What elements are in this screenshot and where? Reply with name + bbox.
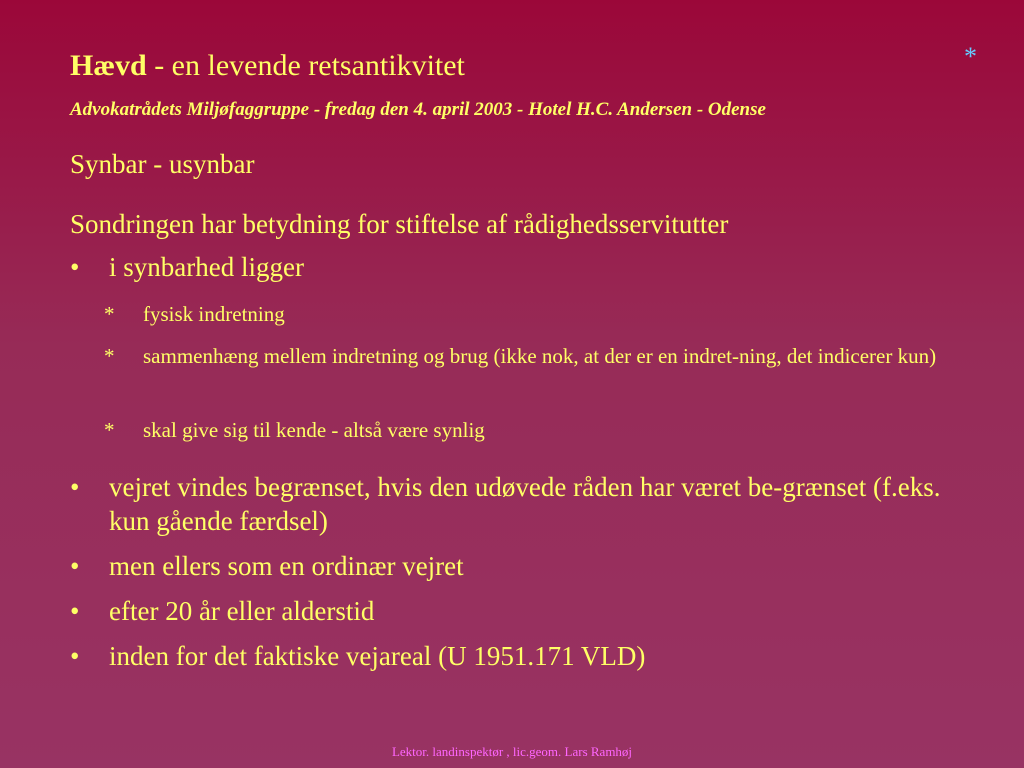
bullet-text: i synbarhed ligger bbox=[109, 252, 304, 282]
bullet-item bbox=[70, 470, 970, 538]
bullet-mark: • bbox=[70, 596, 80, 626]
bullet-text: men ellers som en ordinær vejret bbox=[109, 551, 464, 581]
bullet-mark: • bbox=[70, 472, 80, 502]
bullet-mark: • bbox=[70, 252, 80, 282]
sub-bullet-item bbox=[104, 298, 964, 331]
slide-title bbox=[70, 48, 465, 84]
bullet-mark: • bbox=[70, 641, 80, 671]
bullet-mark: • bbox=[70, 551, 80, 581]
star-link[interactable]: * bbox=[964, 42, 977, 71]
sub-bullet-item bbox=[104, 340, 964, 373]
sub-bullet-mark: * bbox=[104, 418, 115, 442]
title-rest: - en levende retsantikvitet bbox=[146, 49, 465, 82]
sub-bullet-text: skal give sig til kende - altså være synlig bbox=[143, 418, 485, 442]
bullet-text: vejret vindes begrænset, hvis den udøvede råden har været be-grænset (f.eks. kun gående færdsel) bbox=[109, 472, 941, 536]
bullet-text: inden for det faktiske vejareal (U 1951.171 VLD) bbox=[109, 641, 646, 671]
bullet-text: efter 20 år eller alderstid bbox=[109, 596, 375, 626]
sub-bullet-text: sammenhæng mellem indretning og brug (ikke nok, at der er en indret-ning, det indicerer kun) bbox=[143, 344, 937, 368]
sub-bullet-item bbox=[104, 414, 964, 447]
heading-synbar: Synbar - usynbar bbox=[70, 149, 255, 179]
bullet-item bbox=[70, 549, 970, 583]
bullet-item bbox=[70, 639, 970, 673]
bullet-item bbox=[70, 594, 970, 628]
title-bold: Hævd bbox=[70, 49, 147, 82]
sub-bullet-mark: * bbox=[104, 302, 115, 326]
slide-subtitle: Advokatrådets Miljøfaggruppe - fredag den 4. april 2003 - Hotel H.C. Andersen - Odense bbox=[70, 99, 766, 120]
sub-bullet-text: fysisk indretning bbox=[143, 302, 285, 326]
slide-footer: Lektor. landinspektør , lic.geom. Lars Ramhøj bbox=[391, 744, 633, 759]
bullet-item bbox=[70, 250, 970, 284]
sub-bullet-mark: * bbox=[104, 344, 115, 368]
heading-sondringen: Sondringen har betydning for stiftelse af rådighedsservitutter bbox=[70, 209, 729, 239]
